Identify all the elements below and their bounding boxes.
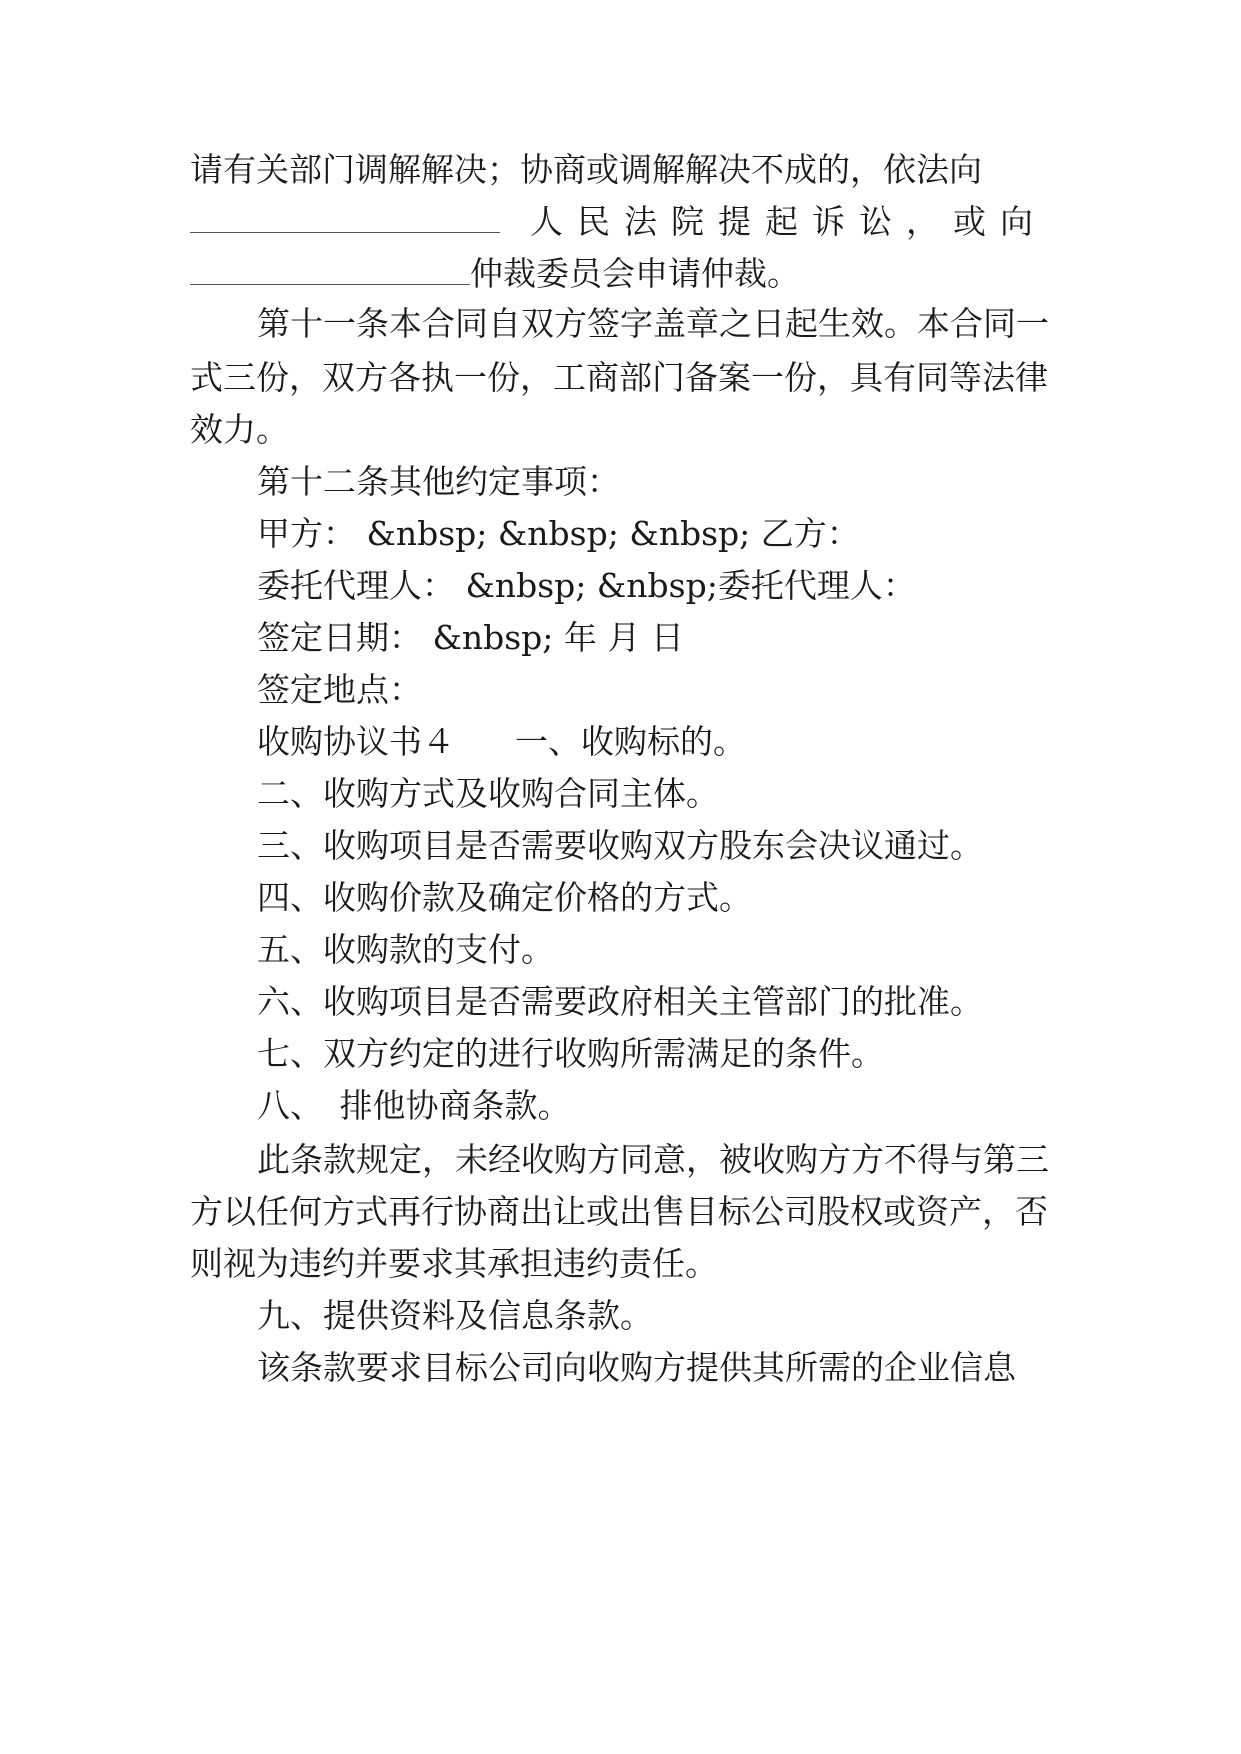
list-item: 九、提供资料及信息条款。 (257, 1296, 653, 1335)
text-line (190, 200, 1047, 244)
signature-agent-line: 委托代理人： &nbsp; &nbsp;委托代理人： (257, 566, 916, 605)
text-line (190, 252, 1047, 296)
agreement-title: 收购协议书４ (257, 722, 455, 761)
paragraph-line: 方以任何方式再行协商出让或出售目标公司股权或资产，否 (190, 1192, 1048, 1231)
list-item: 一、收购标的。 (515, 722, 746, 761)
fill-in-blank (190, 202, 500, 233)
list-item: 二、收购方式及收购合同主体。 (257, 774, 719, 813)
paragraph-line: 则视为违约并要求其承担违约责任。 (190, 1244, 718, 1283)
sign-date-line: 签定日期： &nbsp; 年 月 日 (257, 618, 684, 657)
text-segment: 仲裁委员会申请仲裁。 (470, 254, 800, 293)
text-segment: 人民法院提起诉讼，或向 (530, 202, 1047, 241)
list-item: 七、双方约定的进行收购所需满足的条件。 (257, 1034, 884, 1073)
sign-place-line: 签定地点： (257, 670, 422, 709)
paragraph-line: 该条款要求目标公司向收购方提供其所需的企业信息 (257, 1348, 1016, 1387)
list-item: 六、收购项目是否需要政府相关主管部门的批准。 (257, 982, 983, 1021)
list-item: 五、收购款的支付。 (257, 930, 554, 969)
paragraph-line: 式三份，双方各执一份，工商部门备案一份，具有同等法律 (190, 358, 1048, 397)
paragraph-line: 此条款规定，未经收购方同意，被收购方方不得与第三 (257, 1140, 1049, 1179)
text-line: 请有关部门调解解决；协商或调解解决不成的，依法向 (190, 150, 982, 189)
fill-in-blank (190, 254, 470, 285)
paragraph-line: 效力。 (190, 410, 289, 449)
list-item: 三、收购项目是否需要收购双方股东会决议通过。 (257, 826, 983, 865)
list-item: 八、 排他协商条款。 (257, 1086, 571, 1125)
paragraph-line: 第十一条本合同自双方签字盖章之日起生效。本合同一 (257, 304, 1049, 343)
clause-heading: 第十二条其他约定事项： (257, 462, 620, 501)
agreement-title-line (257, 720, 1047, 764)
list-item: 四、收购价款及确定价格的方式。 (257, 878, 752, 917)
signature-party-line: 甲方： &nbsp; &nbsp; &nbsp; 乙方： (257, 514, 860, 553)
